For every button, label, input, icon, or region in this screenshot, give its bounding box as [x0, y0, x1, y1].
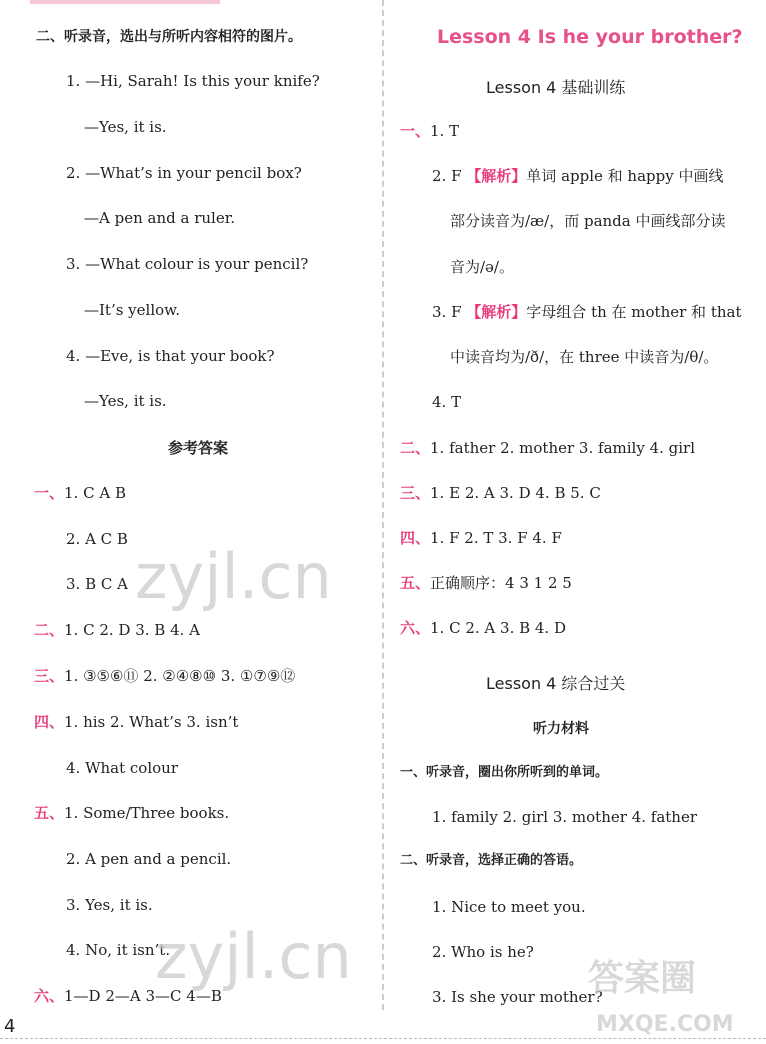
answer-row [34, 804, 229, 822]
answer-row [34, 713, 238, 731]
section-mark: 三、 [34, 667, 65, 685]
answer-row: 1. Nice to meet you. [432, 898, 586, 916]
analysis-text: 单词 apple 和 happy 中画线 [526, 167, 724, 185]
answer-text: 1. Some/Three books. [64, 804, 230, 822]
dialog-line: 2. —What’s in your pencil box? [66, 164, 302, 182]
section-mark: 一、 [400, 122, 431, 140]
analysis-tag: 【解析】 [466, 167, 527, 185]
page-number: 4 [4, 1016, 16, 1037]
answer-row [450, 212, 726, 230]
answer-text: 部分读音为/æ/，而 panda 中画线部分读 [450, 212, 726, 230]
answer-text: 音为/ə/。 [450, 258, 514, 276]
answer-text: 4. No, it isn’t. [66, 941, 171, 959]
analysis-text: 字母组合 th 在 mother 和 that [526, 303, 742, 321]
answer-text: 1. F 2. T 3. F 4. F [430, 529, 562, 547]
question-title: 一、听录音，圈出你所听到的单词。 [400, 765, 609, 780]
answer-row [400, 122, 459, 140]
answers-title: 参考答案 [168, 439, 229, 457]
answer-row: 3. Is she your mother? [432, 988, 603, 1006]
top-decor-bar [30, 0, 220, 4]
section-mark: 一、 [34, 484, 65, 502]
question-title: 二、听录音，选择正确的答语。 [400, 853, 583, 868]
answer-row [66, 759, 178, 777]
dialog-line: 4. —Eve, is that your book? [66, 347, 275, 365]
column-divider [382, 0, 384, 1010]
answer-text: 3. B C A [66, 575, 128, 593]
section-mark: 五、 [400, 574, 431, 592]
answer-text: 3. F [432, 303, 462, 321]
section-mark: 五、 [34, 804, 65, 822]
section-mark: 四、 [400, 529, 431, 547]
answer-text: 4. What colour [66, 759, 178, 777]
dialog-line: —It’s yellow. [84, 301, 180, 319]
section-mark: 二、 [34, 621, 65, 639]
answer-row [34, 667, 295, 685]
section-mark: 三、 [400, 484, 431, 502]
watermark: zyjl.cn [135, 540, 332, 613]
watermark: MXQE.COM [596, 1012, 734, 1037]
answer-row [432, 167, 723, 185]
watermark: zyjl.cn [155, 920, 352, 993]
answer-text: 1. C A B [64, 484, 126, 502]
answer-text: 1. ③⑤⑥⑪ 2. ②④⑧⑩ 3. ①⑦⑨⑫ [64, 667, 296, 685]
answer-text: 3. Yes, it is. [66, 896, 153, 914]
answer-text: 1. C 2. A 3. B 4. D [430, 619, 566, 637]
section-mark: 四、 [34, 713, 65, 731]
section-mark: 二、 [400, 439, 431, 457]
section-mark: 六、 [400, 619, 431, 637]
answer-text: 2. A C B [66, 530, 128, 548]
section-mark: 六、 [34, 987, 65, 1005]
answer-text: 1. E 2. A 3. D 4. B 5. C [430, 484, 601, 502]
answer-row: 2. Who is he? [432, 943, 534, 961]
sub-title-comprehensive: Lesson 4 综合过关 [486, 674, 626, 693]
answer-text: 4. T [432, 393, 462, 411]
section-title: 二、听录音，选出与所听内容相符的图片。 [36, 29, 302, 45]
answer-row [66, 530, 128, 548]
answer-text: 正确顺序：4 3 1 2 5 [430, 574, 572, 592]
answer-text: 2. A pen and a pencil. [66, 850, 232, 868]
answer-row [450, 348, 718, 366]
answer-row [400, 439, 695, 457]
answer-row: 1. family 2. girl 3. mother 4. father [432, 808, 697, 826]
answer-row [66, 850, 231, 868]
answer-row [432, 393, 461, 411]
answer-row [66, 575, 128, 593]
answer-text: 1. C 2. D 3. B 4. A [64, 621, 200, 639]
footer-line [0, 1038, 766, 1039]
answer-row [34, 621, 200, 639]
answer-row [400, 619, 566, 637]
sub-title-basic: Lesson 4 基础训练 [486, 78, 626, 97]
answer-row [400, 529, 562, 547]
dialog-line: 1. —Hi, Sarah! Is this your knife? [66, 72, 320, 90]
dialog-line: —A pen and a ruler. [84, 209, 235, 227]
answer-row [432, 303, 741, 321]
answer-text: 2. F [432, 167, 462, 185]
answer-text: 中读音均为/ð/，在 three 中读音为/θ/。 [450, 348, 719, 366]
watermark: 答案圈 [588, 958, 697, 999]
lesson-title: Lesson 4 Is he your brother? [437, 26, 743, 48]
answer-row [34, 484, 126, 502]
answer-text: 1. T [430, 122, 460, 140]
answer-row [400, 574, 572, 592]
dialog-line: 3. —What colour is your pencil? [66, 255, 309, 273]
answer-text: 1. father 2. mother 3. family 4. girl [430, 439, 696, 457]
dialog-line: —Yes, it is. [84, 118, 167, 136]
answer-row [450, 258, 514, 276]
answer-text: 1—D 2—A 3—C 4—B [64, 987, 222, 1005]
answer-text: 1. his 2. What’s 3. isn’t [64, 713, 239, 731]
dialog-line: —Yes, it is. [84, 392, 167, 410]
analysis-tag: 【解析】 [466, 303, 527, 321]
answer-row [400, 484, 601, 502]
listening-title: 听力材料 [533, 721, 589, 737]
answer-row [66, 896, 153, 914]
